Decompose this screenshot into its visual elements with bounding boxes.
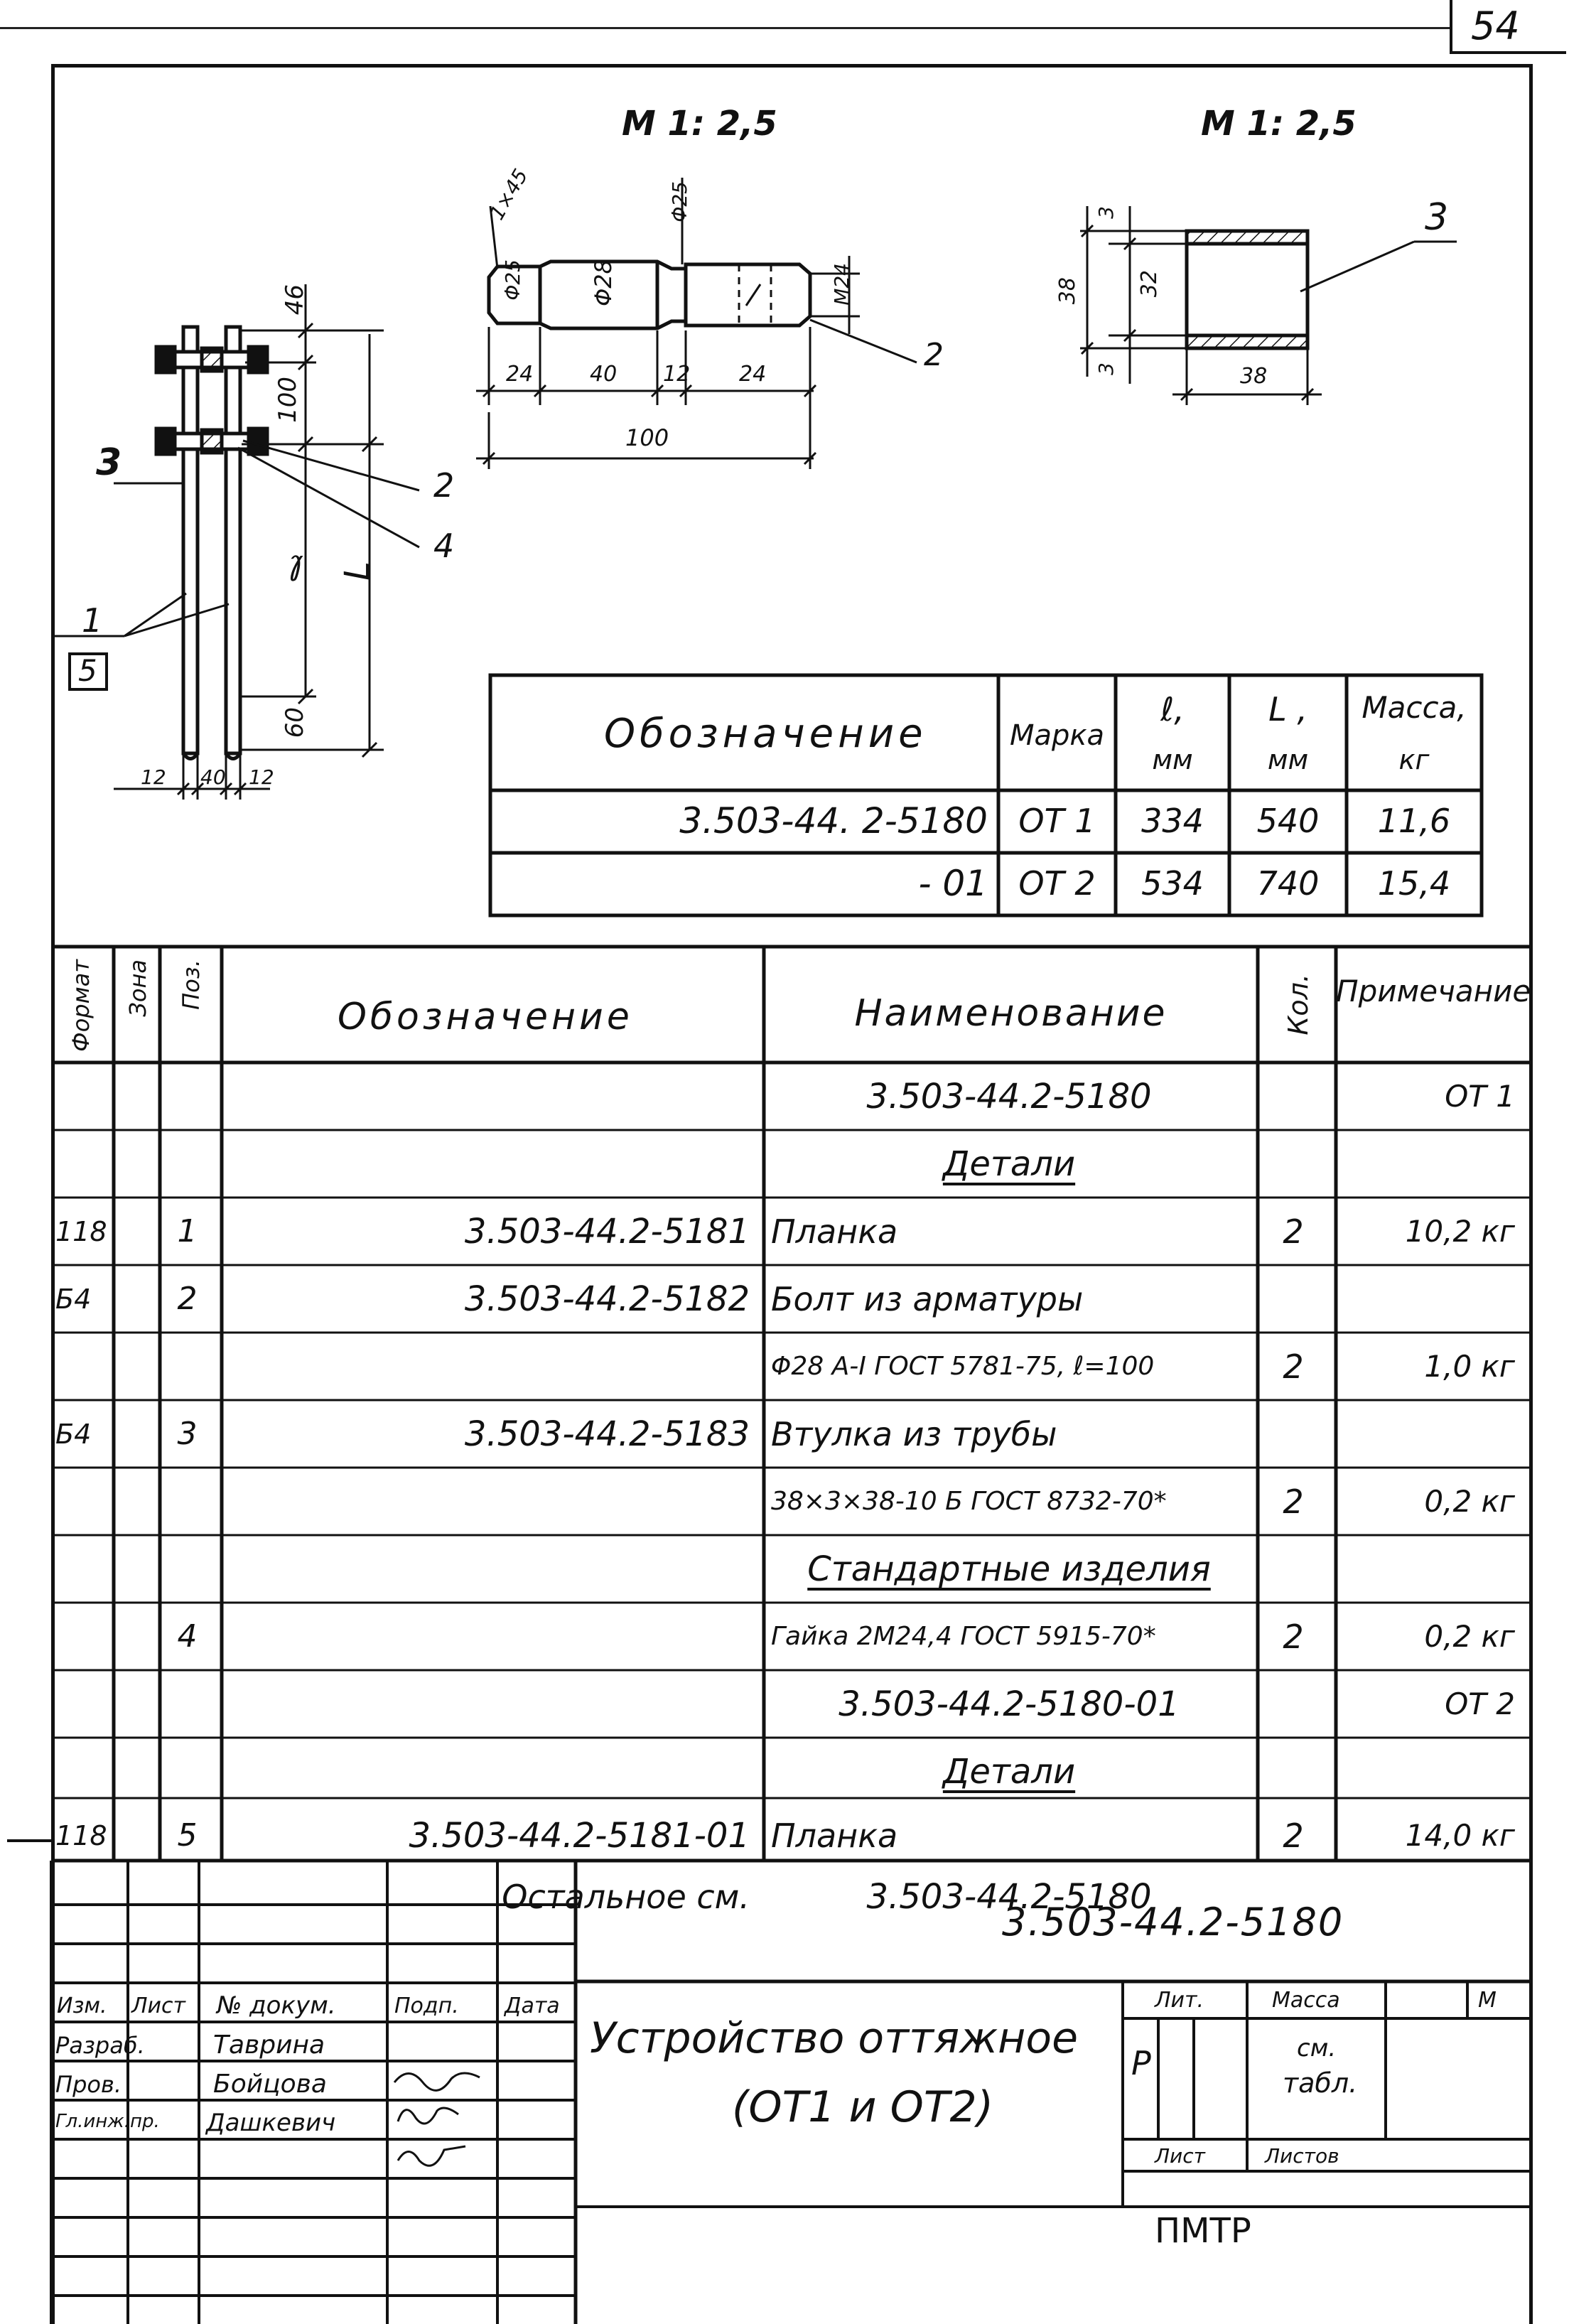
- bushing-dim-bore: 32: [1137, 270, 1162, 298]
- tb-sheets-label: Листов: [1265, 2144, 1339, 2168]
- variants-row-2-ell: 534: [1141, 864, 1204, 903]
- variants-header-L: L ,: [1268, 690, 1308, 728]
- bolt-length-b: 40: [590, 362, 618, 387]
- spec-row-9-pos: 4: [177, 1618, 198, 1655]
- spec-header-qty: Кол.: [1283, 974, 1314, 1035]
- spec-row-12-qty: 2: [1283, 1816, 1304, 1855]
- bushing-dim-outer: 38: [1055, 277, 1080, 305]
- signature-1: [394, 2073, 480, 2090]
- variants-header-mark: Марка: [1009, 719, 1105, 752]
- dim-top: 46: [281, 284, 309, 316]
- tb-role-chief: Гл.инж.пр.: [55, 2111, 160, 2132]
- spec-row-3-name: Планка: [771, 1212, 898, 1251]
- variants-header-designation: Обозначение: [604, 711, 927, 757]
- signature-3: [398, 2146, 465, 2166]
- variants-header-L-unit: мм: [1267, 744, 1309, 775]
- page-number: 54: [1471, 4, 1520, 48]
- variants-row-1-L: 540: [1256, 802, 1320, 840]
- spec-row-5-name: Φ28 А-I ГОСТ 5781-75, ℓ=100: [771, 1351, 1155, 1381]
- callout-5: 5: [78, 653, 97, 688]
- dim-ell: ℓ: [276, 547, 316, 587]
- tb-org: ПМТР: [1155, 2211, 1251, 2251]
- title-line-2: (ОТ1 и ОТ2): [732, 2082, 994, 2132]
- spec-row-4-format: Б4: [55, 1283, 92, 1315]
- tb-name-developer: Таврина: [213, 2030, 325, 2060]
- tb-header-date: Дата: [505, 1994, 560, 2018]
- spec-row-5-note: 1,0 кг: [1424, 1348, 1515, 1384]
- spec-row-3-pos: 1: [177, 1212, 198, 1249]
- spec-row-12-format: 118: [55, 1819, 107, 1851]
- spec-row-2-name: Детали: [942, 1144, 1076, 1184]
- bushing-view: [1187, 231, 1308, 348]
- variants-header-ell: ℓ,: [1160, 690, 1185, 728]
- tb-mass-label: Масса: [1272, 1988, 1340, 2013]
- variants-row-2-designation: - 01: [918, 863, 988, 904]
- variants-row-2-mass: 15,4: [1377, 864, 1451, 903]
- signatures: [394, 2073, 480, 2166]
- spec-row-6-name: Втулка из трубы: [771, 1414, 1057, 1453]
- assembly-view: [156, 327, 267, 759]
- spec-header-zone: Зона: [124, 959, 151, 1017]
- spec-row-1-note: ОТ 1: [1445, 1078, 1515, 1114]
- spec-row-6-format: Б4: [55, 1418, 92, 1450]
- scale-label-right: M 1: 2,5: [1201, 104, 1357, 144]
- spec-row-8-name: Стандартные изделия: [807, 1549, 1211, 1589]
- tb-role-checker: Пров.: [55, 2071, 122, 2098]
- spec-row-7-qty: 2: [1283, 1482, 1304, 1521]
- variants-row-2-mark: ОТ 2: [1018, 864, 1096, 903]
- spec-row-12-designation: 3.503-44.2-5181-01: [409, 1815, 750, 1856]
- spec-header-designation: Обозначение: [338, 996, 633, 1038]
- spec-row-12-pos: 5: [177, 1817, 198, 1854]
- spec-row-3-designation: 3.503-44.2-5181: [464, 1211, 750, 1252]
- tb-sheet-label: Лист: [1155, 2144, 1205, 2168]
- bolt-length-a: 24: [506, 362, 534, 387]
- spec-row-9-name: Гайка 2М24,4 ГОСТ 5915-70*: [771, 1621, 1156, 1651]
- spec-row-6-designation: 3.503-44.2-5183: [464, 1414, 750, 1454]
- spec-row-7-note: 0,2 кг: [1424, 1483, 1515, 1519]
- spec-row-4-pos: 2: [177, 1280, 198, 1317]
- bushing-callout: 3: [1425, 196, 1449, 239]
- spec-row-9-note: 0,2 кг: [1424, 1618, 1515, 1654]
- tb-header-docno: № докум.: [217, 1991, 336, 2020]
- spec-row-5-qty: 2: [1283, 1347, 1304, 1386]
- tb-header-sign: Подп.: [394, 1994, 459, 2018]
- variants-row-2-L: 740: [1256, 864, 1320, 903]
- spec-row-3-format: 118: [55, 1215, 107, 1247]
- dim-width-3: 12: [249, 765, 274, 789]
- title-doc-code: 3.503-44.2-5180: [1002, 1900, 1344, 1944]
- variants-row-1-mass: 11,6: [1377, 802, 1451, 840]
- spec-row-10-note: ОТ 2: [1445, 1686, 1515, 1721]
- spec-header-name: Наименование: [854, 992, 1168, 1035]
- dim-width-1: 12: [141, 765, 166, 789]
- variants-row-1-ell: 334: [1141, 802, 1204, 840]
- dim-L: L: [338, 561, 377, 581]
- bolt-length-total: 100: [625, 424, 669, 451]
- spec-row-10-name: 3.503-44.2-5180-01: [839, 1684, 1180, 1724]
- spec-row-3-qty: 2: [1283, 1212, 1304, 1251]
- spec-header-format: Формат: [68, 959, 95, 1052]
- bolt-diameter-mid: Φ28: [590, 259, 617, 306]
- callout-4: 4: [433, 527, 455, 565]
- bolt-chamfer: 1×45: [485, 164, 533, 224]
- bolt-diameter-neck: Φ25: [668, 181, 691, 222]
- spec-row-6-pos: 3: [177, 1415, 198, 1452]
- variants-header-mass-unit: кг: [1398, 744, 1430, 775]
- variants-header-ell-unit: мм: [1152, 744, 1193, 775]
- spec-row-13-name: 3.503-44.2-5180: [866, 1877, 1152, 1917]
- dim-bottom: 60: [281, 707, 309, 738]
- spec-row-7-name: 38×3×38-10 Б ГОСТ 8732-70*: [771, 1486, 1167, 1516]
- spec-row-9-qty: 2: [1283, 1617, 1304, 1656]
- spec-row-3-note: 10,2 кг: [1405, 1213, 1515, 1249]
- tb-lit-value: Р: [1131, 2044, 1151, 2082]
- dim-width-2: 40: [200, 765, 226, 789]
- bolt-length-d: 24: [739, 362, 767, 387]
- spec-row-1-name: 3.503-44.2-5180: [866, 1076, 1152, 1117]
- spec-header-note: Примечание: [1336, 974, 1531, 1008]
- bushing-dim-bottom: 3: [1094, 362, 1118, 375]
- tb-role-developer: Разраб.: [55, 2032, 145, 2059]
- callout-3: 3: [96, 441, 122, 484]
- title-line-1: Устройство оттяжное: [590, 2013, 1078, 2063]
- bolt-thread: M24: [830, 263, 853, 306]
- bolt-outline: [489, 262, 810, 328]
- dim-spacing: 100: [274, 377, 302, 423]
- spec-row-13-designation: Остальное см.: [502, 1878, 750, 1916]
- strip-left: [183, 327, 198, 753]
- spec-header-pos: Поз.: [178, 959, 205, 1010]
- bolt-length-c: 12: [663, 362, 691, 387]
- tb-header-change: Изм.: [57, 1994, 107, 2018]
- tb-name-checker: Бойцова: [213, 2070, 327, 2099]
- spec-row-4-designation: 3.503-44.2-5182: [464, 1279, 750, 1319]
- tb-scale-label: М: [1478, 1988, 1497, 2013]
- tb-name-chief: Дашкевич: [206, 2109, 336, 2137]
- variants-row-1-mark: ОТ 1: [1018, 802, 1096, 840]
- tb-mass-value-2: табл.: [1283, 2067, 1358, 2099]
- spec-row-4-name: Болт из арматуры: [771, 1279, 1084, 1318]
- variants-row-1-designation: 3.503-44. 2-5180: [679, 800, 988, 841]
- spec-row-11-name: Детали: [942, 1751, 1076, 1792]
- tb-mass-value-1: см.: [1297, 2034, 1337, 2062]
- signature-2: [398, 2108, 458, 2124]
- scale-label-left: M 1: 2,5: [622, 104, 777, 144]
- strip-right: [226, 327, 240, 753]
- callout-1: 1: [82, 601, 103, 640]
- bushing-dim-top: 3: [1094, 206, 1118, 219]
- spec-row-12-note: 14,0 кг: [1405, 1817, 1515, 1853]
- tb-header-sheet: Лист: [131, 1994, 186, 2018]
- bolt-diameter-end: Φ25: [501, 259, 524, 301]
- bolt-callout: 2: [924, 337, 944, 373]
- tb-lit-label: Лит.: [1155, 1988, 1204, 2013]
- callout-2: 2: [433, 466, 455, 505]
- bolt-view: [489, 262, 810, 328]
- bushing-dim-length: 38: [1240, 364, 1268, 389]
- spec-row-12-name: Планка: [771, 1816, 898, 1855]
- variants-header-mass: Масса,: [1362, 690, 1467, 725]
